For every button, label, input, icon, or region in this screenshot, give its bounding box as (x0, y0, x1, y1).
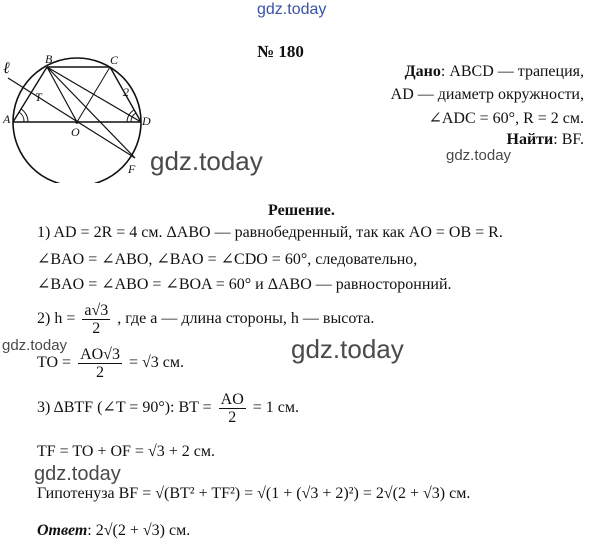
solution-hypotenuse (37, 485, 470, 503)
answer-line (37, 522, 190, 540)
fraction-bt-den: 2 (228, 409, 237, 426)
watermark-right: gdz.today (446, 147, 512, 164)
label-l: ℓ (3, 60, 10, 77)
solution-to (37, 346, 184, 381)
solution-step-1a: 1) AD = 2R = 4 см. ΔABO — равнобедренный, так как AO = OB = R. (37, 224, 503, 241)
step2-prefix: 2) h = (37, 310, 76, 328)
center-dot (75, 120, 79, 124)
given-text-1: : ABCD — трапеция, (440, 63, 584, 80)
solution-step-1b: ∠BAO = ∠ABO, ∠BAO = ∠CDO = 60°, следовательно, (37, 251, 418, 268)
solution-step-3 (37, 391, 299, 426)
to-suffix: = √3 см. (128, 354, 184, 372)
fraction-to-num: AO√3 (80, 346, 120, 363)
fraction-h (82, 302, 110, 337)
given-line-2: AD — диаметр окружности, (390, 86, 584, 103)
segment-oc (77, 67, 110, 122)
step2-suffix: , где a — длина стороны, h — высота. (117, 310, 375, 328)
solution-step-2 (37, 302, 374, 337)
angle-arc-a (19, 112, 24, 122)
fraction-bt-num: AO (220, 391, 244, 408)
line-l (8, 78, 135, 158)
to-prefix: TO = (37, 354, 72, 372)
segment-bf (47, 67, 135, 158)
fraction-h-num: a√3 (84, 302, 109, 319)
step3-suffix: = 1 см. (252, 399, 300, 417)
find-value: : BF. (553, 131, 584, 148)
hyp-label: Гипотенуза BF = (37, 485, 152, 502)
solution-step-1c: ∠BAO = ∠ABO = ∠BOA = 60° и ΔABO — равносторонний. (37, 276, 452, 293)
solution-tf: TF = TO + OF = √3 + 2 см. (37, 443, 215, 460)
label-c: C (110, 53, 119, 67)
watermark-left: gdz.today (2, 337, 68, 354)
step3-prefix: 3) ΔBTF (∠T = 90°): BT = (37, 399, 212, 417)
watermark-lower: gdz.today (34, 463, 121, 485)
hyp-expression: √(BT² + TF²) = √(1 + (√3 + 2)²) = 2√(2 + √3) см. (155, 485, 471, 502)
label-t: T (35, 90, 42, 104)
fraction-h-den: 2 (92, 320, 101, 337)
watermark-top: gdz.today (257, 1, 327, 18)
label-d: D (142, 114, 151, 128)
label-o: O (71, 125, 80, 139)
find-label: Найти (506, 131, 554, 148)
given-line-1 (405, 63, 584, 81)
label-a: A (3, 112, 11, 126)
given-label: Дано (404, 63, 441, 80)
fraction-to-den: 2 (96, 364, 104, 381)
label-b: B (45, 52, 53, 66)
problem-number: № 180 (257, 42, 304, 61)
find-line (507, 131, 584, 149)
fraction-bt (219, 391, 246, 426)
label-two: 2 (123, 85, 129, 99)
solution-heading: Решение. (268, 202, 335, 219)
label-f: F (128, 162, 136, 176)
answer-label: Ответ (37, 522, 88, 539)
fraction-to (78, 346, 122, 381)
given-line-3: ∠ADC = 60°, R = 2 см. (428, 110, 584, 127)
watermark-figure: gdz.today (150, 146, 263, 176)
answer-value: : 2√(2 + √3) см. (87, 522, 191, 539)
watermark-middle: gdz.today (291, 334, 404, 364)
